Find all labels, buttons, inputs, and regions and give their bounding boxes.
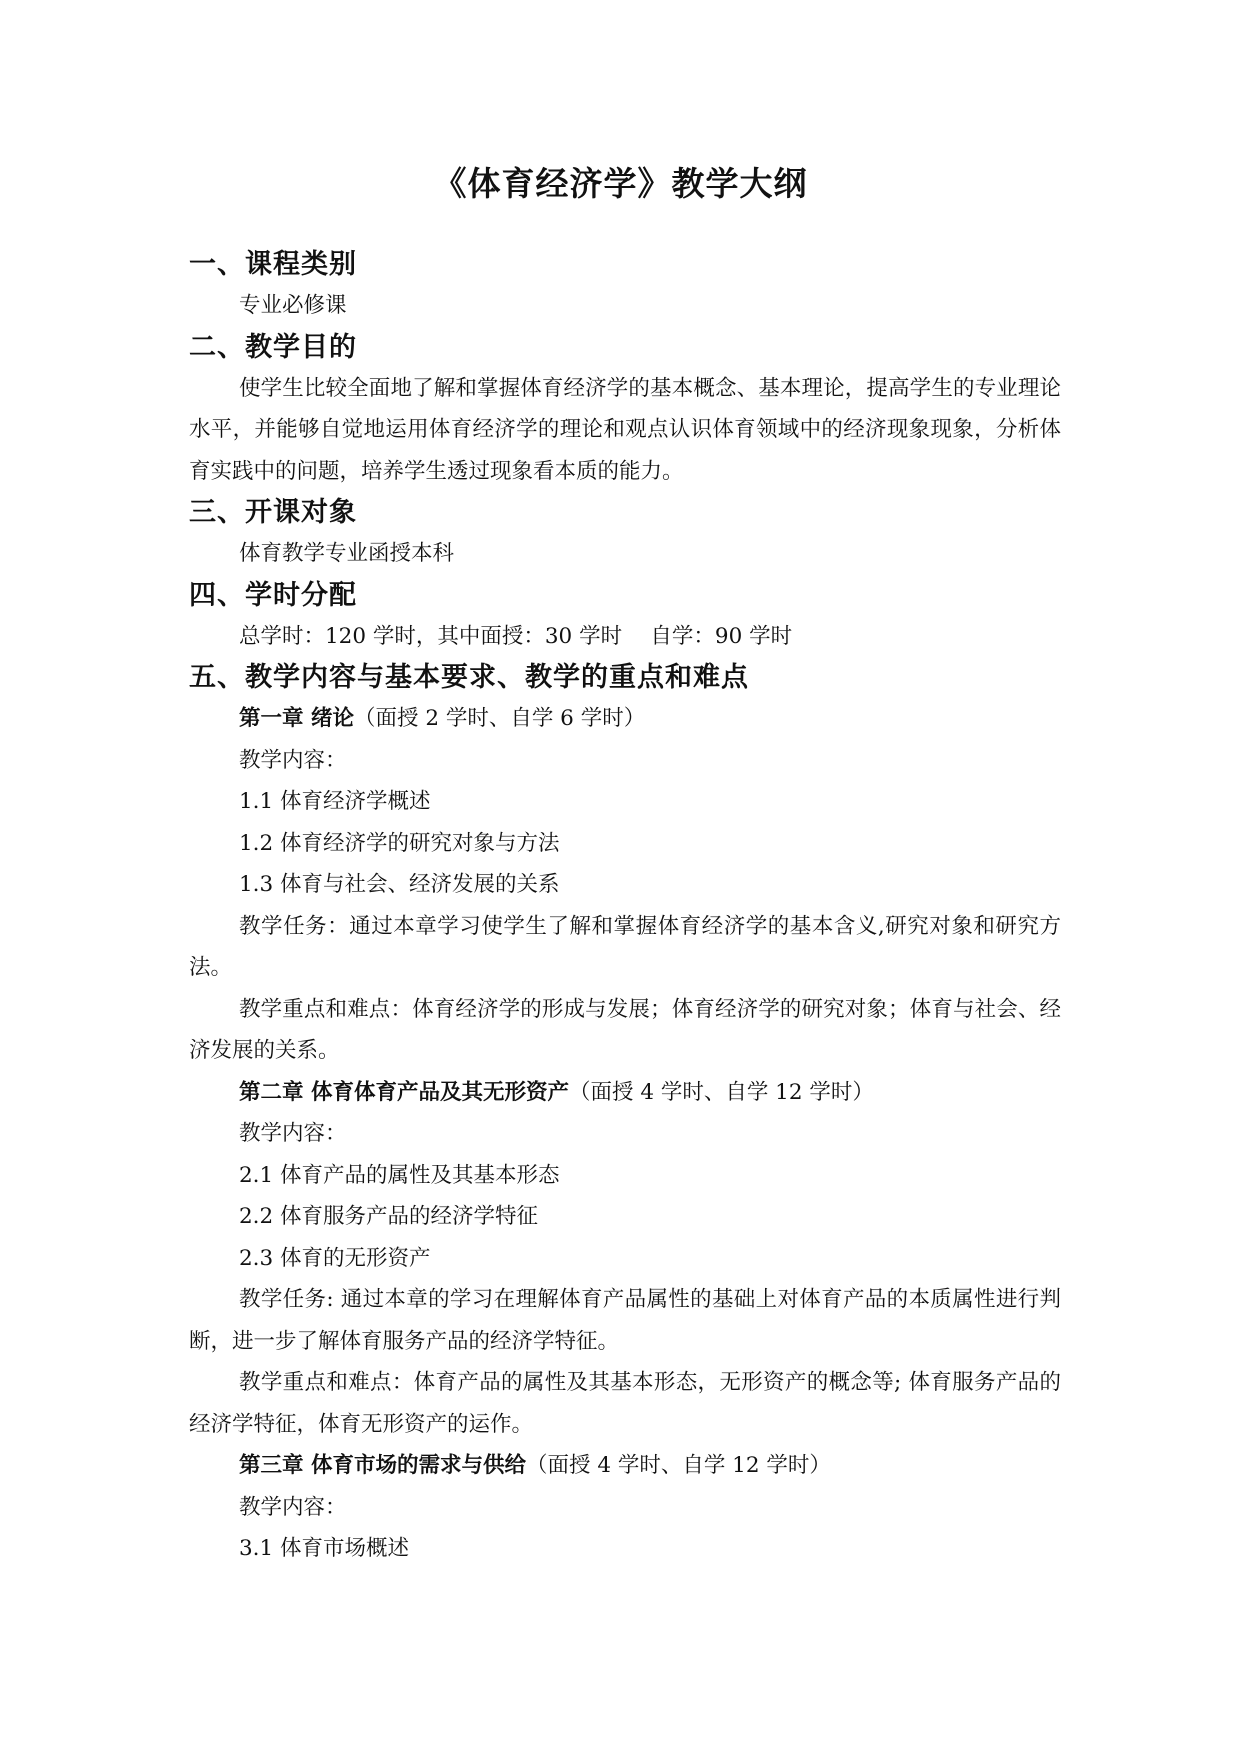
content-item: 2.3 体育的无形资产 [239, 1245, 431, 1271]
chapter-title: 第一章 绪论 [239, 706, 354, 731]
chapter-title: 第二章 体育体育产品及其无形资产 [239, 1079, 569, 1105]
chapter-heading [189, 1445, 1061, 1487]
teaching-task: 教学任务：通过本章学习使学生了解和掌握体育经济学的基本含义,研究对象和研究方法。 [189, 913, 1061, 980]
section-heading-course-type: 一、课程类别 [189, 249, 357, 280]
audience-text: 体育教学专业函授本科 [239, 541, 455, 566]
chapter-hours: （面授 4 学时、自学 12 学时） [569, 1079, 874, 1105]
chapter-heading [189, 698, 1061, 740]
document-body [189, 244, 1061, 1570]
content-label: 教学内容： [239, 1121, 347, 1146]
document-title: 《体育经济学》教学大纲 [433, 164, 808, 203]
section-heading-hours: 四、学时分配 [189, 579, 357, 611]
section-heading-audience: 三、开课对象 [189, 497, 357, 528]
content-label: 教学内容： [239, 747, 347, 773]
content-item: 2.1 体育产品的属性及其基本形态 [239, 1162, 560, 1188]
teaching-task: 教学任务: 通过本章的学习在理解体育产品属性的基础上对体育产品的本质属性进行判断，进一步了解体育服务产品的经济学特征。 [189, 1287, 1061, 1354]
content-label: 教学内容： [239, 1494, 347, 1520]
content-item: 2.2 体育服务产品的经济学特征 [239, 1204, 539, 1229]
content-item: 1.2 体育经济学的研究对象与方法 [239, 830, 560, 856]
hours-text: 总学时：120 学时，其中面授：30 学时 自学：90 学时 [239, 623, 793, 649]
course-type-text: 专业必修课 [239, 293, 347, 318]
content-item: 1.3 体育与社会、经济发展的关系 [239, 872, 560, 897]
chapter-title: 第三章 体育市场的需求与供给 [239, 1453, 526, 1478]
teaching-purpose-text: 使学生比较全面地了解和掌握体育经济学的基本概念、基本理论，提高学生的专业理论水平，并能够自觉地运用体育经济学的理论和观点认识体育领域中的经济现象现象，分析体育实践中的问题，培养学生透过现象看本质的能力。 [189, 375, 1061, 484]
chapter-hours: （面授 2 学时、自学 6 学时） [354, 706, 646, 731]
section-heading-content: 五、教学内容与基本要求、教学的重点和难点 [189, 662, 749, 693]
key-difficult-points: 教学重点和难点：体育产品的属性及其基本形态，无形资产的概念等; 体育服务产品的经济学特征，体育无形资产的运作。 [189, 1370, 1061, 1437]
chapter-hours: （面授 4 学时、自学 12 学时） [526, 1453, 831, 1478]
section-heading-teaching-purpose: 二、教学目的 [189, 331, 357, 363]
chapter-heading [189, 1072, 1061, 1114]
content-item: 3.1 体育市场概述 [239, 1536, 410, 1561]
content-item: 1.1 体育经济学概述 [239, 789, 431, 814]
key-difficult-points: 教学重点和难点：体育经济学的形成与发展；体育经济学的研究对象；体育与社会、经济发展的关系。 [189, 996, 1061, 1063]
